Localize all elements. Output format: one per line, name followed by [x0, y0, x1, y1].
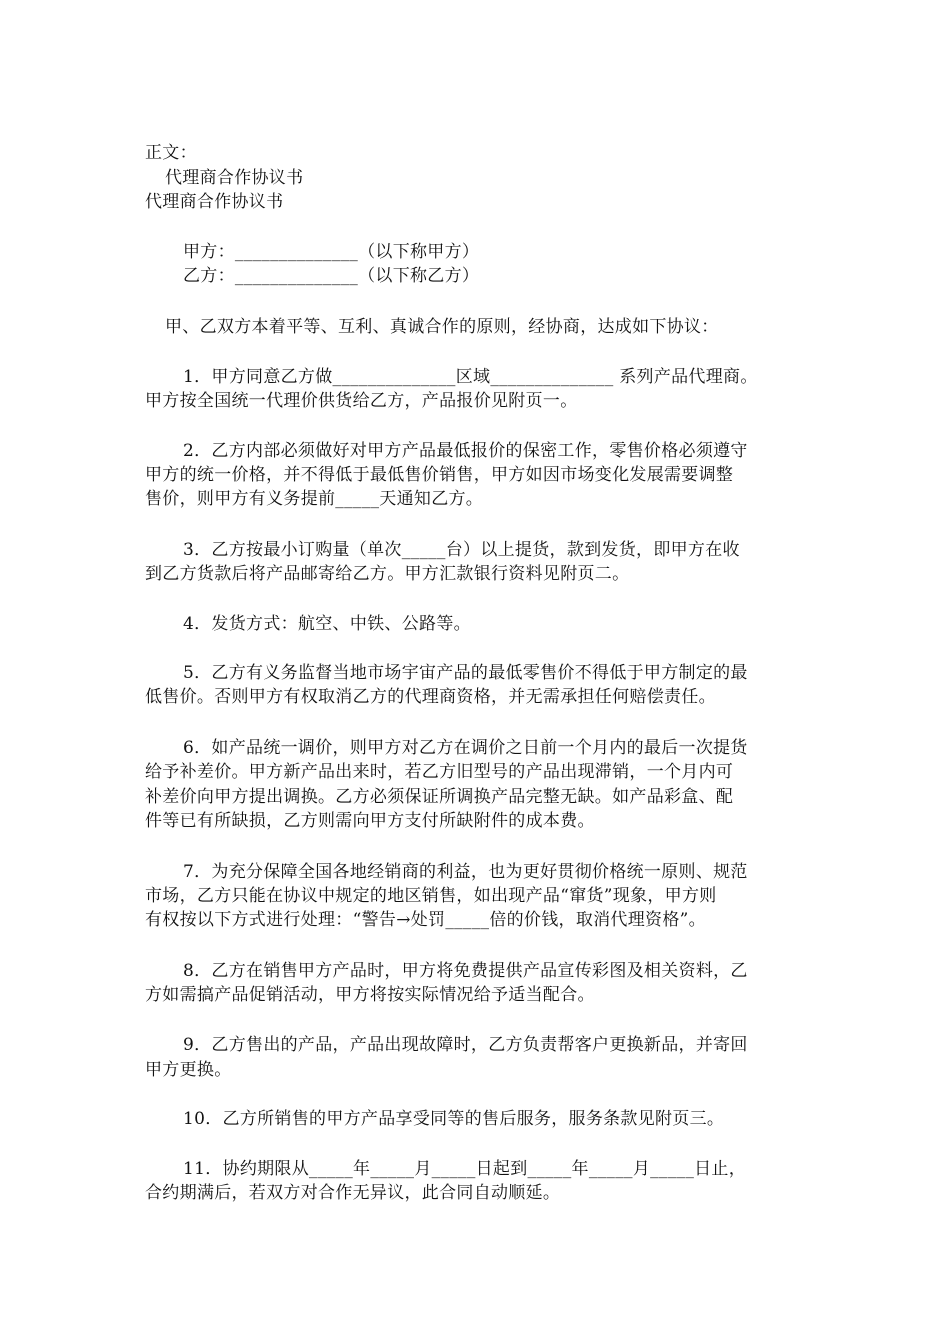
clause-9-line-2: 甲方更换。 — [145, 1060, 232, 1080]
clause-6-line-3: 补差价向甲方提出调换。乙方必须保证所调换产品完整无缺。如产品彩盒、配 — [145, 787, 734, 807]
clause-7-line-3: 有权按以下方式进行处理：“警告→处罚_____倍的价钱，取消代理资格”。 — [145, 910, 706, 930]
clause-8-line-1: 8．乙方在销售甲方产品时，甲方将免费提供产品宣传彩图及相关资料，乙 — [183, 961, 748, 981]
clause-11-line-1: 11．协约期限从_____年_____月_____日起到_____年_____月_____日止， — [183, 1159, 747, 1179]
clause-11-line-2: 合约期满后，若双方对合作无异议，此合同自动顺延。 — [145, 1183, 561, 1203]
clause-2-line-1: 2．乙方内部必须做好对甲方产品最低报价的保密工作，零售价格必须遵守 — [183, 441, 748, 461]
party-b-line: 乙方：______________（以下称乙方） — [183, 266, 480, 286]
body-label: 正文： — [145, 143, 197, 163]
clause-2-line-2: 甲方的统一价格，并不得低于最低售价销售，甲方如因市场变化发展需要调整 — [145, 465, 734, 485]
clause-3-line-2: 到乙方货款后将产品邮寄给乙方。甲方汇款银行资料见附页二。 — [145, 564, 630, 584]
party-a-line: 甲方：______________（以下称甲方） — [183, 242, 480, 262]
clause-6-line-1: 6．如产品统一调价，则甲方对乙方在调价之日前一个月内的最后一次提货 — [183, 738, 748, 758]
clause-4-line-1: 4．发货方式：航空、中铁、公路等。 — [183, 614, 471, 634]
clause-3-line-1: 3．乙方按最小订购量（单次_____台）以上提货，款到发货，即甲方在收 — [183, 540, 740, 560]
clause-8-line-2: 方如需搞产品促销活动，甲方将按实际情况给予适当配合。 — [145, 985, 595, 1005]
clause-9-line-1: 9．乙方售出的产品，产品出现故障时，乙方负责帮客户更换新品，并寄回 — [183, 1035, 748, 1055]
clause-10-line-1: 10．乙方所销售的甲方产品享受同等的售后服务，服务条款见附页三。 — [183, 1109, 725, 1129]
clause-6-line-2: 给予补差价。甲方新产品出来时，若乙方旧型号的产品出现滞销，一个月内可 — [145, 762, 734, 782]
clause-7-line-1: 7．为充分保障全国各地经销商的利益，也为更好贯彻价格统一原则、规范 — [183, 862, 748, 882]
clause-7-line-2: 市场，乙方只能在协议中规定的地区销售，如出现产品“窜货”现象，甲方则 — [145, 886, 717, 906]
intro-paragraph: 甲、乙双方本着平等、互利、真诚合作的原则，经协商，达成如下协议： — [165, 317, 719, 337]
clause-5-line-2: 低售价。否则甲方有权取消乙方的代理商资格，并无需承担任何赔偿责任。 — [145, 687, 716, 707]
clause-6-line-4: 件等已有所缺损，乙方则需向甲方支付所缺附件的成本费。 — [145, 811, 595, 831]
clause-5-line-1: 5．乙方有义务监督当地市场宇宙产品的最低零售价不得低于甲方制定的最 — [183, 663, 748, 683]
document-title-indented: 代理商合作协议书 — [165, 168, 304, 188]
document-title: 代理商合作协议书 — [145, 192, 284, 212]
clause-1-line-1: 1．甲方同意乙方做______________区域______________ 系列产品代理商。 — [183, 367, 758, 387]
clause-2-line-3: 售价，则甲方有义务提前_____天通知乙方。 — [145, 489, 484, 509]
clause-1-line-2: 甲方按全国统一代理价供货给乙方，产品报价见附页一。 — [145, 391, 578, 411]
